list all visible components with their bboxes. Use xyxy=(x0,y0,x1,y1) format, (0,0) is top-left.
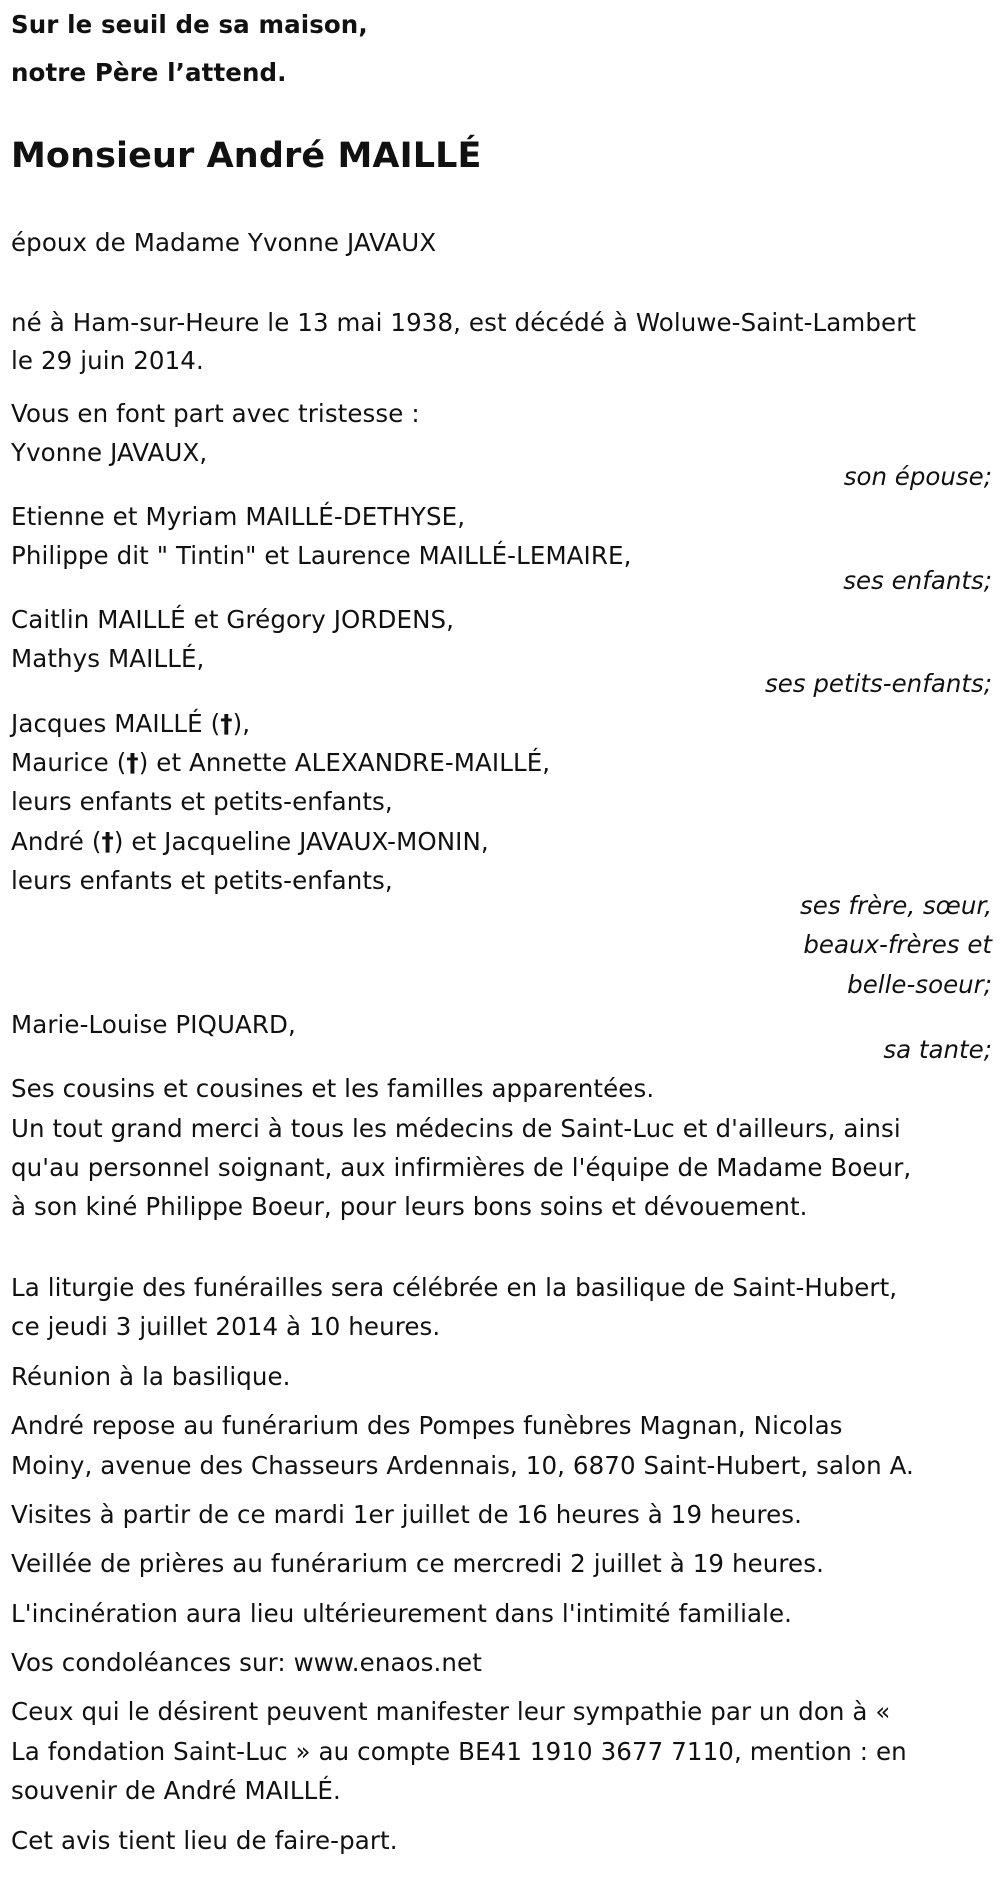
siblings-line-1 xyxy=(11,709,250,739)
spouse-name: Yvonne JAVAUX, xyxy=(11,438,208,467)
siblings-label-2: beaux-frères et xyxy=(803,930,992,959)
children-label: ses enfants; xyxy=(843,566,992,595)
cousins-line: Ses cousins et cousines et les familles apparentées. xyxy=(11,1074,655,1103)
children-line-1: Etienne et Myriam MAILLÉ-DETHYSE, xyxy=(11,502,466,531)
condolences-line: Vos condoléances sur: www.enaos.net xyxy=(11,1648,482,1677)
siblings-label-3: belle-soeur; xyxy=(847,970,992,999)
spouse-line: époux de Madame Yvonne JAVAUX xyxy=(11,228,437,257)
grandchildren-line-1: Caitlin MAILLÉ et Grégory JORDENS, xyxy=(11,605,455,634)
aunt-label: sa tante; xyxy=(883,1035,992,1064)
header-line-2: notre Père l’attend. xyxy=(11,58,287,87)
cross-icon: † xyxy=(126,748,139,777)
rest-line-2: Moiny, avenue des Chasseurs Ardennais, 10, 6870 Saint-Hubert, salon A. xyxy=(11,1451,914,1480)
siblings-line-2-text-b: ) et Annette ALEXANDRE-MAILLÉ, xyxy=(138,748,551,777)
siblings-line-1-text-a: Jacques MAILLÉ ( xyxy=(11,709,221,738)
siblings-line-1-text-b: ), xyxy=(232,709,251,738)
donation-line-2: La fondation Saint-Luc » au compte BE41 1910 3677 7110, mention : en xyxy=(11,1737,907,1766)
cremation-line: L'incinération aura lieu ultérieurement dans l'intimité familiale. xyxy=(11,1599,793,1628)
vigil-line: Veillée de prières au funérarium ce mercredi 2 juillet à 19 heures. xyxy=(11,1549,824,1578)
cross-icon: † xyxy=(220,709,233,738)
cross-icon: † xyxy=(101,827,114,856)
header-line-1: Sur le seuil de sa maison, xyxy=(11,10,368,39)
donation-line-3: souvenir de André MAILLÉ. xyxy=(11,1776,341,1805)
siblings-line-4-text-a: André ( xyxy=(11,827,102,856)
notice-line: Cet avis tient lieu de faire-part. xyxy=(11,1826,398,1855)
deceased-name: Monsieur André MAILLÉ xyxy=(11,136,482,176)
grandchildren-label: ses petits-enfants; xyxy=(764,669,992,698)
thanks-line-3: à son kiné Philippe Boeur, pour leurs bons soins et dévouement. xyxy=(11,1192,808,1221)
siblings-line-3: leurs enfants et petits-enfants, xyxy=(11,787,393,816)
donation-line-1: Ceux qui le désirent peuvent manifester leur sympathie par un don à « xyxy=(11,1697,891,1726)
announcement-intro: Vous en font part avec tristesse : xyxy=(11,399,420,428)
thanks-line-2: qu'au personnel soignant, aux infirmières de l'équipe de Madame Boeur, xyxy=(11,1153,912,1182)
liturgy-line-1: La liturgie des funérailles sera célébrée en la basilique de Saint-Hubert, xyxy=(11,1273,898,1302)
siblings-line-4 xyxy=(11,827,489,857)
siblings-line-2 xyxy=(11,748,550,778)
rest-line-1: André repose au funérarium des Pompes funèbres Magnan, Nicolas xyxy=(11,1411,843,1440)
meeting-line: Réunion à la basilique. xyxy=(11,1362,291,1391)
visits-line: Visites à partir de ce mardi 1er juillet de 16 heures à 19 heures. xyxy=(11,1500,803,1529)
thanks-line-1: Un tout grand merci à tous les médecins de Saint-Luc et d'ailleurs, ainsi xyxy=(11,1114,901,1143)
children-line-2: Philippe dit " Tintin" et Laurence MAILLÉ-LEMAIRE, xyxy=(11,541,632,570)
siblings-line-5: leurs enfants et petits-enfants, xyxy=(11,866,393,895)
siblings-label-1: ses frère, sœur, xyxy=(800,891,992,920)
birth-death-line-2: le 29 juin 2014. xyxy=(11,346,204,375)
liturgy-line-2: ce jeudi 3 juillet 2014 à 10 heures. xyxy=(11,1312,441,1341)
aunt-name: Marie-Louise PIQUARD, xyxy=(11,1010,296,1039)
spouse-label: son épouse; xyxy=(843,462,992,491)
grandchildren-line-2: Mathys MAILLÉ, xyxy=(11,644,205,673)
birth-death-line-1: né à Ham-sur-Heure le 13 mai 1938, est décédé à Woluwe-Saint-Lambert xyxy=(11,308,917,337)
siblings-line-2-text-a: Maurice ( xyxy=(11,748,127,777)
siblings-line-4-text-b: ) et Jacqueline JAVAUX-MONIN, xyxy=(113,827,489,856)
